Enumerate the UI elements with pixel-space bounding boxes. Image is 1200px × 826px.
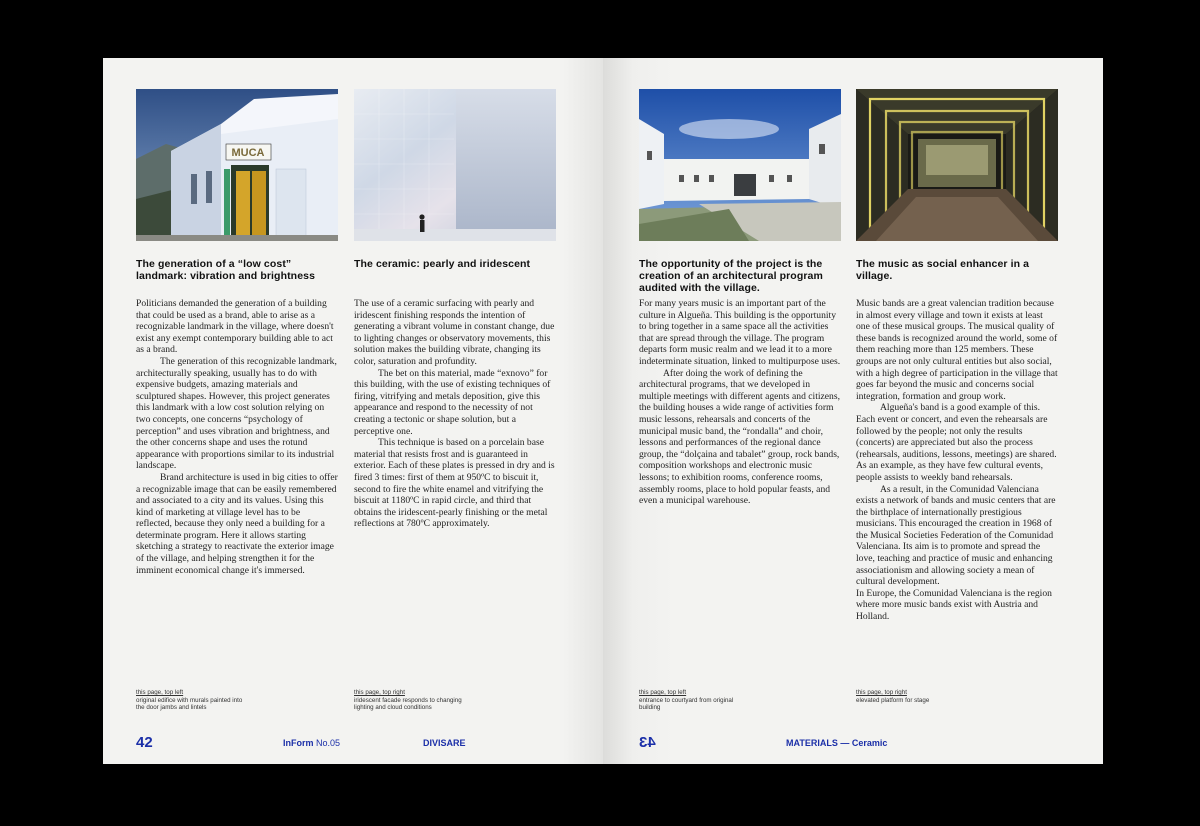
caption-title: this page, top left xyxy=(136,689,184,696)
heading-music-social: The music as social enhancer in a village. xyxy=(856,258,1030,282)
muca-sign: MUCA xyxy=(231,147,265,159)
caption-left-1 xyxy=(136,689,246,712)
photo-iridescent-facade xyxy=(354,89,556,241)
left-column-2 xyxy=(354,89,556,530)
caption-left-2 xyxy=(354,689,464,712)
magazine-title xyxy=(283,738,340,748)
caption-title: this page, top right xyxy=(856,689,907,696)
caption-right-2 xyxy=(856,689,966,704)
paragraph: The generation of this recognizable landmark, architecturally speaking, usually has to do with expensive budgets, amazing materials and sculptured shapes. However, this project generates this landmark with a low cost solution relying on two concepts, one concerns “psychology of perception” and uses vibration and brightness, and the other concerns shape and uses the rotund appearance with proportions similar to its industrial landscape. xyxy=(136,355,337,472)
body-text-right-2 xyxy=(856,298,1058,623)
photo-stage-platform xyxy=(856,89,1058,241)
paragraph: For many years music is an important part of the culture in Algueña. This building is the opportunity to bring together in a same space all the activities that are spread through the village. The program departs form music realm and we lead it to a more indeterminate situation, linked to multipurpose uses. xyxy=(639,298,841,367)
section-name: DIVISARE xyxy=(423,738,466,748)
paragraph: The bet on this material, made “exnovo” for this building, with the use of existing techniques of firing, vitrifying and metals deposition, give this appearance and respond to the necessity of not creating a tectonic or shape solution, but a perceptive one. xyxy=(354,367,551,437)
subsection-name: — Ceramic xyxy=(840,738,888,748)
right-column-1 xyxy=(639,89,841,507)
paragraph: Algueña's band is a good example of this. Each event or concert, and even the rehearsals are followed by the people; not only the results (concerts) are appreciated but also the process (rehearsals, auditions, lessons, meetings) are shared. As an example, as they have few cultural events, people assists to weekly band rehearsals. xyxy=(856,402,1057,483)
caption-text: iridescent facade responds to changing lighting and cloud conditions xyxy=(354,696,462,711)
body-text-left-2 xyxy=(354,298,556,530)
section-name: MATERIALS xyxy=(786,738,838,748)
caption-text: original edifice with murals painted into the door jambs and lintels xyxy=(136,696,243,711)
issue-number: No.05 xyxy=(316,738,341,748)
paragraph: This technique is based on a porcelain base material that resists frost and is guaranteed in exterior. Each of these plates is pressed in dry and is fired 3 times: first of them at 950ºC to biscuit it, second to fire the white enamel and vitrifying the biscuit at 1180ºC in rapid circle, and third that obtains the iridescent-pearly finishing or the metal reflections at 780ºC approximately. xyxy=(354,437,555,530)
right-column-2 xyxy=(856,89,1058,623)
paragraph: As a result, in the Comunidad Valenciana exists a network of bands and music centers that are the birthplace of internationally prestigious musicians. This encouraged the creation in 1968 of the Musical Societies Federation of the Comunidad Valenciana. Its aim is to promote and spread the love, teaching and practice of music and enhancing associationism and allowing society a mean of cultural development. xyxy=(856,483,1056,588)
caption-text: entrance to courtyard from original building xyxy=(639,696,734,711)
left-page xyxy=(103,58,603,764)
section-label-left xyxy=(423,738,466,748)
magazine-spread xyxy=(103,58,1103,764)
heading-low-cost-landmark: The generation of a “low cost” landmark: vibration and brightness xyxy=(136,258,316,282)
section-label-right xyxy=(786,738,887,748)
body-text-right-1 xyxy=(639,298,841,507)
photo-muca-building xyxy=(136,89,338,241)
paragraph: After doing the work of defining the architectural programs, that we developed in multiple meetings with different agents and citizens, the building houses a wide range of activities form music lessons, rehearsals and concerts of the municipal music band, the “rondalla” and choir, lessons and performances of the regional dance group, the “dolçaina and tabalet” group, rock bands, composition workshops and electronic music lessons; to exhibition rooms, conference rooms, assembly rooms, place to hold popular feasts, and even a municipal warehouse. xyxy=(639,367,840,507)
caption-text: elevated platform for stage xyxy=(856,696,930,704)
paragraph: In Europe, the Comunidad Valenciana is the region where more music bands exist with Austria and Holland. xyxy=(856,587,1052,623)
paragraph: Music bands are a great valencian tradition because in almost every village and town it exists at least one of these musical groups. The musical quality of these bands is recognized around the world, some of them reaching more than 125 members. These groups are not only cultural entities but also social, with a high degree of participation in the village that goes far beyond the music and concerns social integration, formation and group work. xyxy=(856,298,1058,402)
heading-ceramic-pearly: The ceramic: pearly and iridescent xyxy=(354,258,531,270)
heading-opportunity-project: The opportunity of the project is the creation of an architectural program audited with the village. xyxy=(639,258,823,294)
paragraph: Politicians demanded the generation of a building that could be used as a brand, able to arise as a recognizable landmark in the village, where doesn't exist any exempt contemporary building able to act as a brand. xyxy=(136,298,334,356)
page-number-left xyxy=(136,734,153,752)
page-number-right xyxy=(639,734,656,752)
paragraph: The use of a ceramic surfacing with pearly and iridescent finishing responds the intention of generating a vibrant volume in constant change, due to lighting changes or observatory movements, this solution makes the building vibrate, changing its color, saturation and profundity. xyxy=(354,298,555,367)
left-column-1 xyxy=(136,89,338,576)
photo-courtyard xyxy=(639,89,841,241)
body-text-left-1 xyxy=(136,298,338,576)
paragraph: Brand architecture is used in big cities to offer a recognizable image that can be easily remembered and associated to a city and its values. Using this kind of marketing at village level has to be reflected, because they only need a building for a determinate program. Here it allows starting sketching a strategy to reactivate the exterior image of the village, and helping strengthen it for the imminent economical change it's immersed. xyxy=(136,471,338,576)
caption-title: this page, top right xyxy=(354,689,405,696)
magazine-name: InForm xyxy=(283,738,314,748)
page-number: 42 xyxy=(136,734,153,751)
caption-right-1 xyxy=(639,689,749,712)
caption-title: this page, top left xyxy=(639,689,687,696)
right-page xyxy=(603,58,1103,764)
page-number: 43 xyxy=(639,734,656,751)
